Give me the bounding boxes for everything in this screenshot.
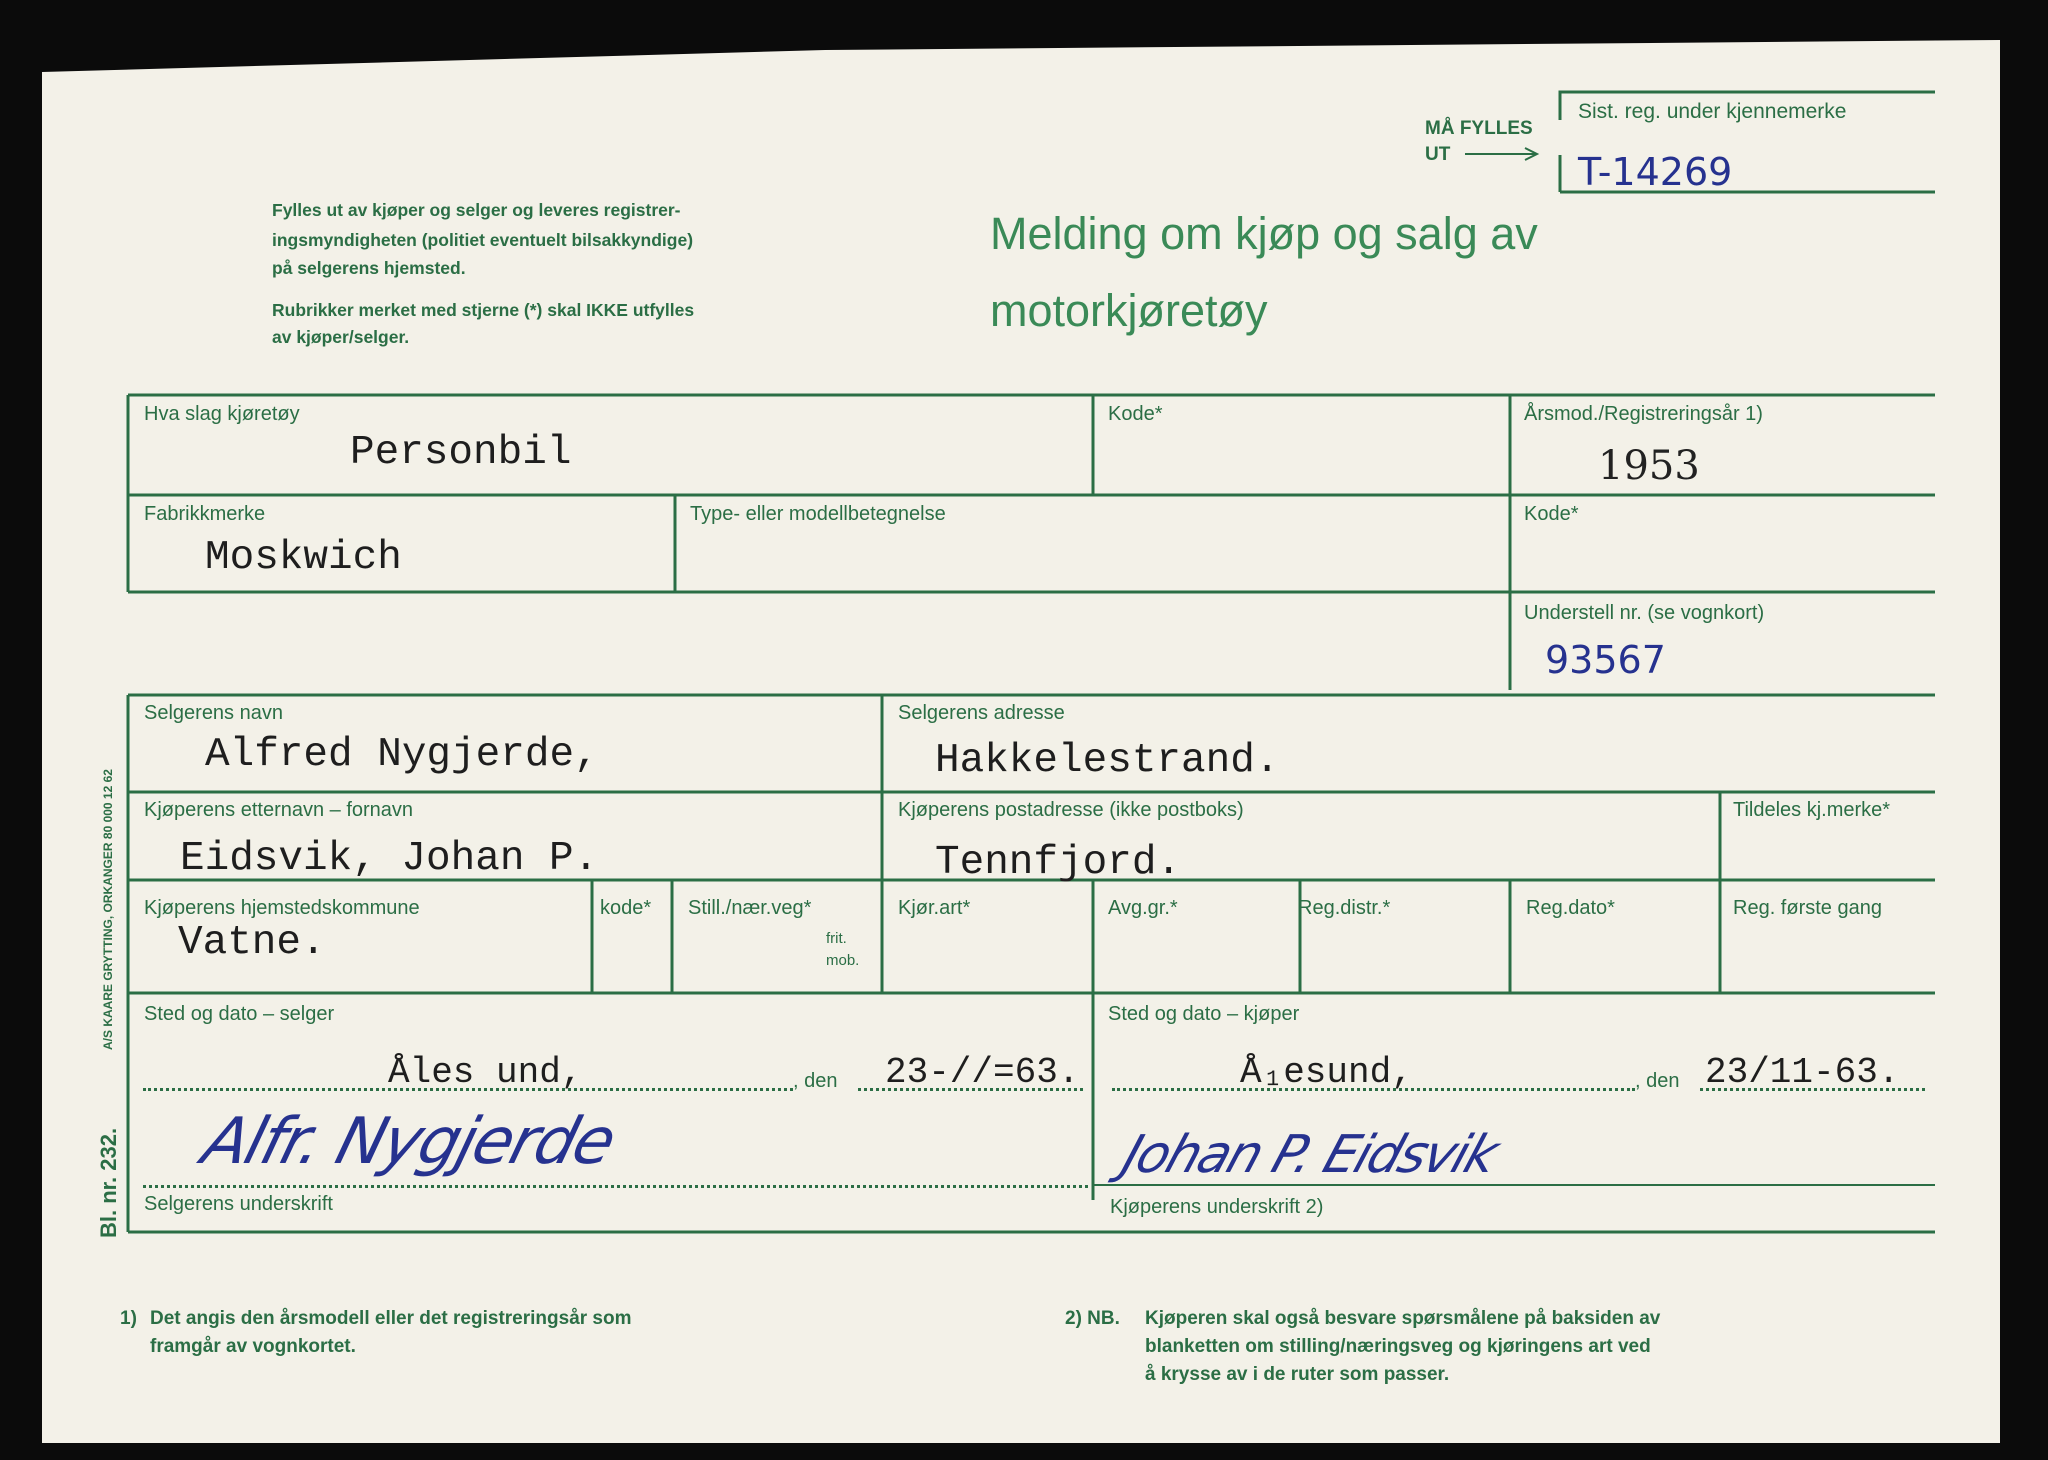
kjoretoy-value: Personbil [350,430,572,476]
dato-kjoper-value: 23/11-63. [1705,1052,1900,1093]
footnote-2-line-3: å krysse av i de ruter som passer. [1145,1364,1450,1385]
kjoper-post-label: Kjøperens postadresse (ikke postboks) [898,799,1244,821]
kjoper-navn-label: Kjøperens etternavn – fornavn [144,799,414,821]
footnote-1-line-1: Det angis den årsmodell eller det registreringsår som [150,1308,632,1329]
tildeles-label: Tildeles kj.merke* [1733,799,1891,821]
arsmod-label: Årsmod./Registreringsår 1) [1524,403,1763,425]
selger-underskrift-label: Selgerens underskrift [144,1193,333,1215]
page-title-line-1: Melding om kjøp og salg av [990,208,1538,259]
sist-reg-label: Sist. reg. under kjennemerke [1578,100,1847,123]
kode1-label: Kode* [1108,403,1163,425]
footnote-1-number: 1) [120,1308,137,1329]
intro-line-2: ingsmyndigheten (politiet eventuelt bilsakkyndige) [272,230,694,250]
mob-label: mob. [826,952,860,969]
page-title-line-2: motorkjøretøy [990,285,1268,336]
selger-adr-value: Hakkelestrand. [935,738,1280,784]
sted-selger-value: Åles und, [388,1052,583,1093]
selger-signature: Alfr. Nygjerde [195,1105,622,1179]
selger-adr-label: Selgerens adresse [898,702,1065,724]
fabrikkmerke-value: Moskwich [205,535,402,581]
hjemsted-value: Vatne. [178,920,326,966]
hjemsted-label: Kjøperens hjemstedskommune [144,897,420,919]
frit-label: frit. [826,930,847,947]
kjoper-underskrift-label: Kjøperens underskrift 2) [1110,1196,1324,1218]
kjorart-label: Kjør.art* [898,897,971,919]
footnote-1-line-2: framgår av vognkortet. [150,1336,356,1357]
still-label: Still./nær.veg* [688,897,812,919]
regdistr-label: Reg.distr.* [1298,897,1391,919]
sted-kjoper-label: Sted og dato – kjøper [1108,1003,1300,1025]
printer-imprint: A/S KAARE GRYTTING, ORKANGER 80 000 12 62 [101,769,115,1050]
selger-navn-value: Alfred Nygjerde, [205,732,599,778]
footnote-2-line-2: blanketten om stilling/næringsveg og kjøringens art ved [1145,1336,1651,1357]
understell-value: 93567 [1545,638,1666,682]
footnote-2-line-1: Kjøperen skal også besvare spørsmålene på baksiden av [1145,1308,1661,1329]
den-kjoper-label: , den [1635,1070,1680,1092]
avggr-label: Avg.gr.* [1108,897,1178,919]
ut-label: UT [1425,144,1451,165]
sist-reg-value: T-14269 [1578,150,1733,194]
form-number: Bl. nr. 232. [96,1127,121,1238]
ma-fylles-label: MÅ FYLLES [1425,118,1533,139]
regforste-label: Reg. første gang [1733,897,1882,919]
kjoper-post-value: Tennfjord. [935,840,1182,886]
sted-kjoper-value: Å₁esund, [1240,1052,1413,1093]
kjoper-navn-value: Eidsvik, Johan P. [180,836,599,882]
kode2-label: Kode* [1524,503,1579,525]
dato-selger-value: 23-//=63. [885,1052,1080,1093]
kjoretoy-label: Hva slag kjøretøy [144,403,300,425]
type-label: Type- eller modellbetegnelse [690,503,946,525]
selger-navn-label: Selgerens navn [144,702,283,724]
rubrikk-line-1: Rubrikker merket med stjerne (*) skal IKKE utfylles [272,300,695,320]
regdato-label: Reg.dato* [1526,897,1615,919]
understell-label: Understell nr. (se vognkort) [1524,602,1765,624]
kode3-label: kode* [600,897,652,919]
selger-signature-line [143,1185,1088,1188]
intro-line-1: Fylles ut av kjøper og selger og leveres registrer- [272,200,681,220]
den-selger-label: , den [793,1070,838,1092]
kjoper-signature: Johan P. Eidsvik [1115,1125,1505,1185]
rubrikk-line-2: av kjøper/selger. [272,327,410,347]
footnote-2-number: 2) NB. [1065,1308,1120,1329]
fabrikkmerke-label: Fabrikkmerke [144,503,266,525]
sted-selger-label: Sted og dato – selger [144,1003,335,1025]
arsmod-value: 1953 [1598,443,1700,489]
intro-line-3: på selgerens hjemsted. [272,258,466,278]
